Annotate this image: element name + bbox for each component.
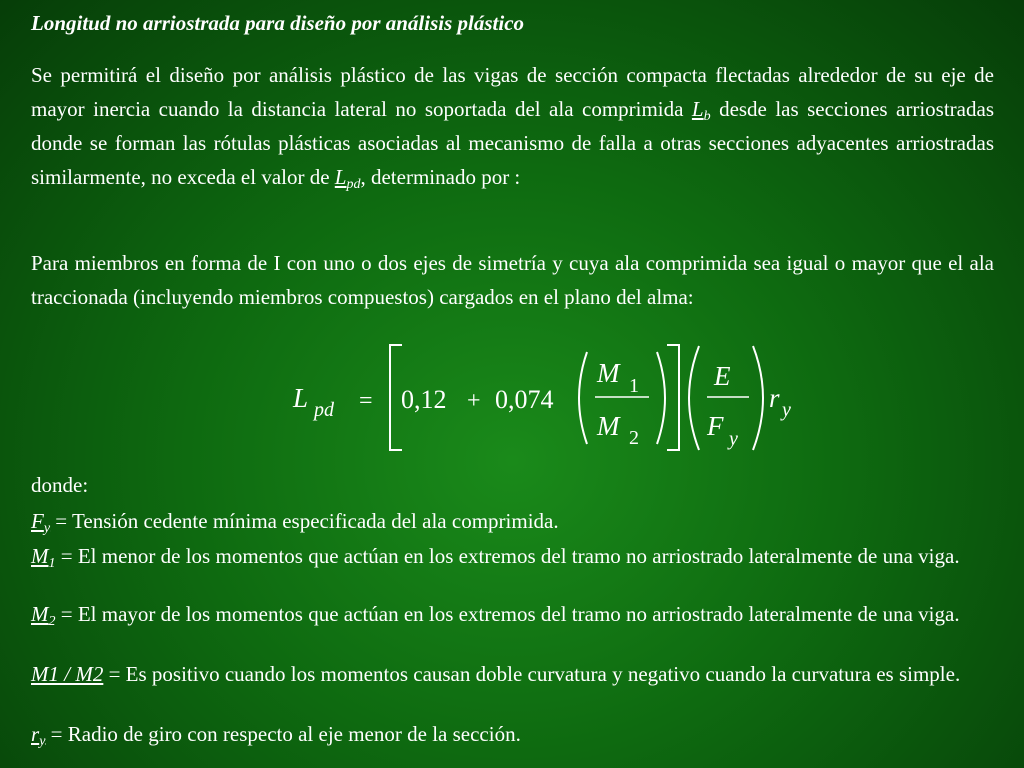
paragraph-1-part-2: desde las secciones arriostradas donde se forman las rótulas plásticas asociadas al mecanismo de falla a otras secciones adyacentes arriostradas similarmente, no exceda el valor de: [31, 97, 994, 189]
definition-m2-symbol: [31, 602, 56, 629]
definition-m1-equals: =: [55, 544, 78, 568]
definition-ry-sub: y: [39, 734, 46, 749]
definition-fy-equals: =: [50, 509, 73, 533]
definition-fy-sub: y: [43, 521, 51, 536]
definitions-intro: donde:: [31, 473, 89, 497]
formula-m-num-sub: 1: [629, 375, 639, 397]
definition-fy-symbol: [31, 509, 51, 536]
definition-m2-equals: =: [55, 602, 78, 626]
definition-m1-symbol: [31, 544, 56, 571]
definition-ry: [31, 722, 994, 749]
paren-left-m: [579, 352, 587, 444]
definition-fy-letter: F: [31, 509, 44, 533]
bracket-right: [667, 345, 679, 450]
definition-ratio-symbol: M1 / M2: [31, 662, 104, 686]
formula-equals: =: [359, 388, 373, 414]
formula-lpd: [31, 340, 994, 460]
formula-e-num: E: [714, 361, 731, 391]
formula-m-num: M: [597, 358, 620, 388]
paren-left-e: [689, 346, 699, 450]
symbol-lb-letter: L: [691, 97, 704, 121]
definition-m1-letter: M: [31, 544, 49, 568]
formula-plus: +: [467, 388, 481, 414]
symbol-lpd-letter: L: [334, 165, 347, 189]
formula-m-den: M: [597, 411, 620, 441]
formula-f-den: F: [707, 411, 724, 441]
paragraph-1: [31, 58, 994, 194]
formula-m-den-sub: 2: [629, 427, 639, 449]
formula-f-den-sub: y: [729, 428, 738, 450]
formula-r: r: [769, 383, 780, 413]
definition-ry-text: Radio de giro con respecto al eje menor de la sección.: [67, 722, 521, 746]
paren-right-e: [753, 346, 763, 450]
paragraph-1-part-3: , determinado por :: [360, 165, 521, 189]
definition-ratio-text: Es positivo cuando los momentos causan doble curvatura y negativo cuando la curvatura es simple.: [125, 662, 961, 686]
definition-m1-sub: 1: [48, 556, 56, 571]
definition-m1: [31, 544, 994, 571]
formula-coefficient: 0,074: [495, 385, 554, 414]
definition-m2-letter: M: [31, 602, 49, 626]
definition-m2: [31, 602, 994, 629]
definition-fy: [31, 509, 994, 536]
definition-m2-sub: 2: [48, 614, 56, 629]
formula-r-sub: y: [782, 399, 791, 421]
definition-ratio-equals: =: [103, 662, 126, 686]
definition-ry-equals: =: [45, 722, 68, 746]
symbol-lpd: [334, 165, 361, 192]
symbol-lb-sub: b: [703, 109, 711, 124]
definition-m1-text: El menor de los momentos que actúan en los extremos del tramo no arriostrado lateralmente de una viga.: [77, 544, 960, 568]
definition-ratio: [31, 663, 994, 685]
slide-title: Longitud no arriostrada para diseño por análisis plástico: [31, 11, 525, 35]
paragraph-2: Para miembros en forma de I con uno o dos ejes de simetría y cuya ala comprimida sea igual o mayor que el ala traccionada (incluyendo miembros compuestos) cargados en el plano del alma:: [31, 251, 994, 309]
definition-ry-letter: r: [31, 722, 40, 746]
paragraph-1-part-1: Se permitirá el diseño por análisis plástico de las vigas de sección compacta flectadas alrededor de su eje de mayor inercia cuando la distancia lateral no soportada del ala comprimida: [31, 63, 994, 121]
definition-ry-symbol: [31, 722, 46, 749]
formula-lhs-sub: pd: [314, 399, 334, 421]
paren-right-m: [657, 352, 665, 444]
symbol-lpd-sub: pd: [346, 177, 361, 192]
symbol-lb: [691, 97, 711, 124]
definition-m2-text: El mayor de los momentos que actúan en los extremos del tramo no arriostrado lateralmente de una viga.: [77, 602, 960, 626]
formula-lhs: L: [293, 383, 309, 413]
formula-constant: 0,12: [401, 385, 447, 414]
formula-svg: [31, 340, 994, 460]
definition-fy-text: Tensión cedente mínima especificada del ala comprimida.: [72, 509, 559, 533]
